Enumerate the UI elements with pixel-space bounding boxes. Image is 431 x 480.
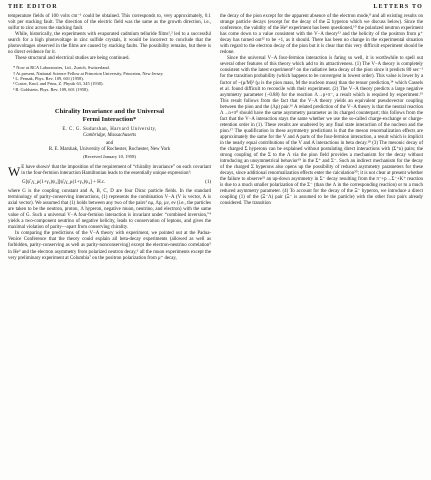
footnote: ¹ L. Pensak, Phys. Rev. 109, 601 (1958). <box>13 75 84 81</box>
author-2: R. E. Marshak, University of Rochester, Rochester, New York <box>48 146 171 152</box>
body-paragraph-1-text: E have shown¹ that the imposition of the requirement of “chirality invariance” on each covariant in the four-fermion interaction Hamiltonian leads to the essentially unique expression²: <box>21 164 211 176</box>
article-title <box>8 108 211 124</box>
author-conjunction: and <box>105 140 114 146</box>
body-paragraph-2: where G is the coupling constant and A, B, C, D are four Dirac particle fields. In the standard terminology of parity-conserving interactions, (1) represents the combination V−A (V is vector, A is axial vector). We assumed that (1) holds between any two of the pairs³ nμ, Λp, μν, eν (i.e., the particles are taken to be the neutron, proton, Λ hyperon, negative muon, neutrino, and electron) with the same value of G. Such a universal V−A four-fermion interaction is invariant under “combined inversion,”⁴ yields a two-component neutrino of negative helicity, leads to conservation of leptons, and gives the maximal violation of parity—apart from conserving chirality. <box>8 189 211 231</box>
footnote: ² Coster, Knol, and Prins, Z. Physik 63, 345 (1930). <box>13 81 104 87</box>
equation-body: G[ψ̄₁γ_μ(1+γ₅)ψ₂][ψ̄₃γ_μ(1+γ₅)ψ₄] + H.c. <box>22 180 106 185</box>
title-line-2: Fermi Interaction* <box>82 115 137 123</box>
author-1: E. C. G. Sudarshan, Harvard University, <box>62 126 157 132</box>
drop-cap: W <box>8 163 21 179</box>
right-paragraph-1: the decay of the pion except for the apparent absence of the electron mode,⁸ and all existing results on strange particle decays (except for the decay of the Ξ hyperon which we discuss below). Since the conference, the validity of the He⁶ experiment has been questioned,¹⁰ the polarized neutron experiment has come down to a value consistent with the V−A theory¹¹ and the helicity of the positron from μ⁺ decay has turned out¹² to be +1, as it should. There has been no change in the experimental situation with regard to the electron decay of the pion but it is clear that this very difficult experiment should be redone. <box>220 14 423 56</box>
footnote: ³ B. Goldstein, Phys. Rev. 109, 601 (1958). <box>13 86 89 92</box>
left-column <box>8 14 211 262</box>
equation-number: (1) <box>205 180 211 185</box>
body-paragraph-3: In comparing the predictions of the V−A theory with experiment, we pointed out at the Padua-Venice Conference that the theory could explain all beta-decay experiments (allowed as well as forbidden, parity-conserving as well as parity-nonconserving) except the electron-neutrino correlation⁵ in He⁶ and the electron asymmetry from polarized neutron decay,⁶ all the muon experiments except the very preliminary experiment at Columbia⁷ on the positron polarization from μ⁺ decay, <box>8 231 211 261</box>
running-header-right: LETTERS TO <box>373 4 423 10</box>
intro-paragraph-2: While, historically, the experiments with evaporated cadmium telluride films¹,² led to a successful search for a high photovoltage in zinc sulfide crystals, it would be incorrect to conclude that the photovoltages observed in the films are caused by stacking faults. The possibility remains, but there is no direct evidence for it. <box>8 32 211 56</box>
footnotes <box>8 65 211 91</box>
received-date: (Received January 10, 1958) <box>83 153 136 159</box>
right-paragraph-2: Since the universal V−A four-fermion interaction is faring so well, it is worthwhile to spell out several other features of this theory which add to its attractiveness. (1) The V−A theory is completely consistent with the latest experiment¹³ on the radiative beta decay of the pion since it predicts 80 sec⁻¹ for the transition probability (which happens to be convergent in lowest order). This value is lower by a factor of ~(μ/M)² (μ is the pion mass, M the nucleon mass) than the tensor prediction,¹⁴ which Cassels et al. found difficult to reconcile with their experiment. (2) The V−A theory predicts a large negative asymmetry parameter (−0.88) for the reaction Λ→p+π⁻, a result which is required by experiment.¹⁵ This result follows from the fact that the V−A theory yields an equivalent pseudovector coupling between the pion and the (Λp) pair.¹⁶ A related prediction of the V−A theory is that the neutral reaction Λ→n+π⁰ should have the same asymmetry parameter as its charged counterpart; this follows from the fact that the V−A interaction stays the same whether we use the so-called charge-exchange or charge-retention order in (1). These results are unaltered by any final state interaction of the nucleon and the pion.¹⁷ The qualification in these asymmetry predictions is that the meson renormalization effects are approximately the same for the V and A parts of the four-fermion interaction, a result which is implicit in the nearly equal contributions of the V and A interactions in beta decay.¹⁸ (3) The mesonic decay of the charged Σ hyperons can be explained without postulating direct interactions with (Σ⁺n) pairs; the strong coupling of the Σ to the Λ via the pion field provides a mechanism for the decay without introducing an unsymmetrical behavior¹⁹ in the Σ⁺ and Σ⁻. Such an indirect mechanism for the decay of the charged Σ hyperons also opens up the possibility of reduced asymmetry parameters for these decays, since additional renormalization effects enter the calculation²⁰; it is not clear at present whether the failure to observe²¹ an up-down asymmetry in Σ⁻ decay resulting from the π⁻+p→Σ⁻+K⁺ reaction is due to a much smaller polarization of the Σ⁻ (than the Λ in the corresponding reaction) or to a much reduced asymmetry parameter. (4) To account for the decay of the Ξ⁻ hyperon, we introduce a direct coupling (1) of the (Ξ⁻Λ) pair (Ξ⁻ is assumed to be the particle) with the other four pairs already considered. The transition <box>220 56 423 207</box>
equation <box>22 180 211 186</box>
running-header-left: THE EDITOR <box>8 4 58 10</box>
intro-paragraph-3: These structural and electrical studies are being continued. <box>15 56 130 62</box>
title-line-1: Chirality Invariance and the Universal <box>54 107 165 115</box>
footnote: * Now at RCA Laboratories, Ltd., Zurich, Switzerland. <box>13 65 110 71</box>
intro-paragraph-1: temperature fields of 100 volts cm⁻¹ could be obtained. This corresponds to, very approximately, 0.1 volt per stacking fault. The direction of the electric field was the same as the growth direction, i.e., sulfur to zinc across the stacking fault. <box>8 14 211 32</box>
affiliation-1: Cambridge, Massachusetts <box>83 132 136 138</box>
right-column <box>220 14 423 208</box>
body-paragraph-1 <box>8 165 211 177</box>
footnote: † At present, National Science Fellow at Princeton University, Princeton, New Jersey. <box>13 70 164 76</box>
